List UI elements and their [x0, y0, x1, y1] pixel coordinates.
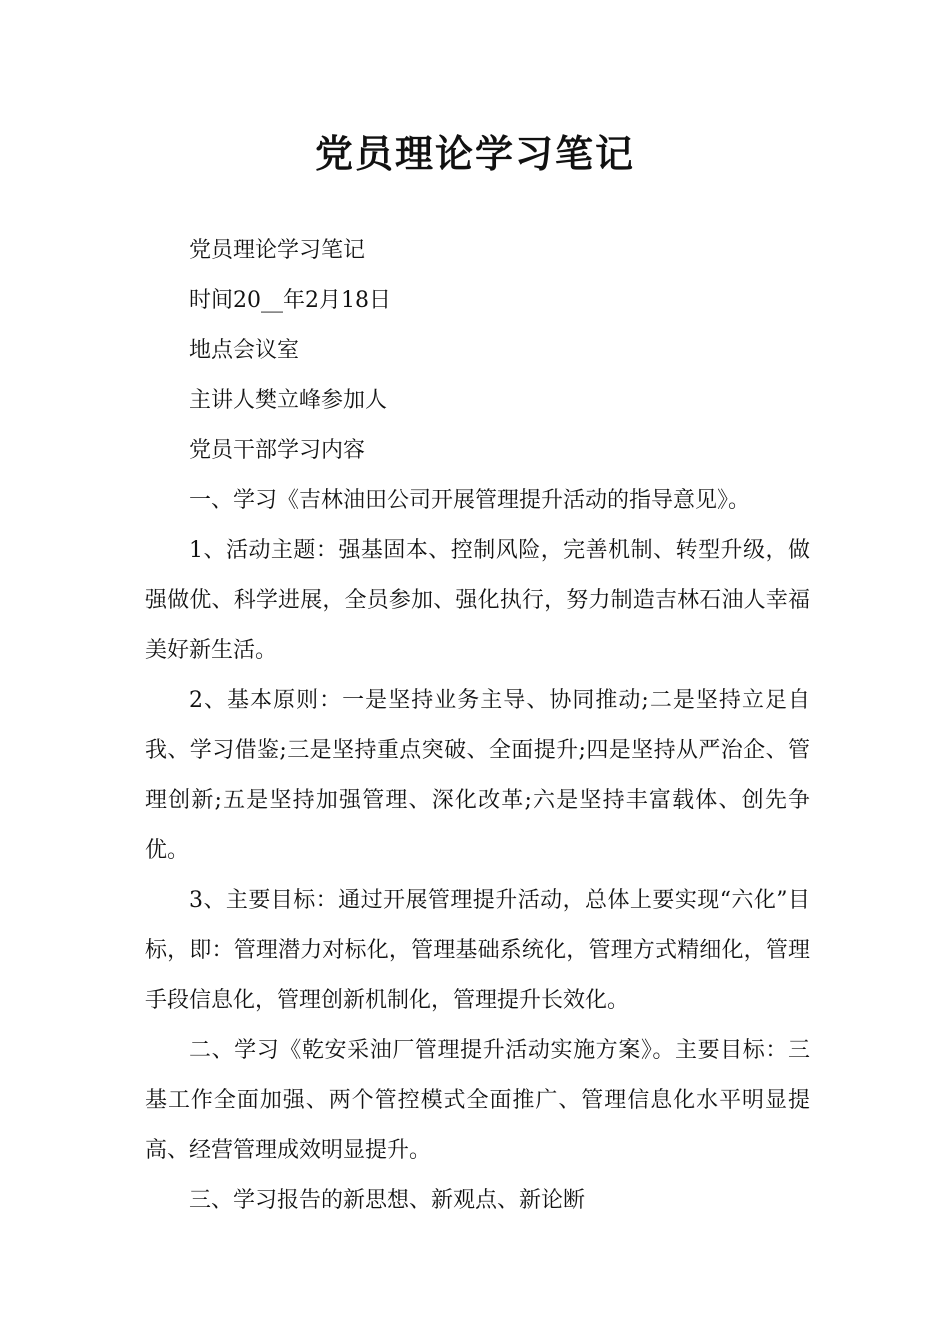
paragraph-section-2: 二、学习《乾安采油厂管理提升活动实施方案》。主要目标：三基工作全面加强、两个管控模式全面推广、管理信息化水平明显提高、经营管理成效明显提升。: [145, 1038, 810, 1163]
paragraph-section-3: 三、学习报告的新思想、新观点、新论断: [189, 1188, 586, 1213]
paragraph-heading: 党员理论学习笔记: [189, 238, 366, 263]
document-title: 党员理论学习笔记: [314, 132, 635, 176]
paragraph-goals: 3、主要目标：通过开展管理提升活动，总体上要实现“六化”目标，即：管理潜力对标化，管理基础系统化，管理方式精细化，管理手段信息化，管理创新机制化，管理提升长效化。: [145, 888, 810, 1013]
paragraph-theme: 1、活动主题：强基固本、控制风险，完善机制、转型升级，做强做优、科学进展，全员参加、强化执行，努力制造吉林石油人幸福美好新生活。: [145, 538, 810, 663]
paragraph-section-1: 一、学习《吉林油田公司开展管理提升活动的指导意见》。: [189, 488, 751, 513]
paragraph-time: 时间20__年2月18日: [189, 288, 391, 313]
paragraph-speaker: 主讲人樊立峰参加人: [189, 388, 388, 413]
document-body: [145, 226, 810, 1226]
paragraph-principles: 2、基本原则：一是坚持业务主导、协同推动;二是坚持立足自我、学习借鉴;三是坚持重点突破、全面提升;四是坚持从严治企、管理创新;五是坚持加强管理、深化改革;六是坚持丰富载体、创先争优。: [145, 688, 810, 863]
paragraph-content-label: 党员干部学习内容: [189, 438, 366, 463]
paragraph-location: 地点会议室: [189, 338, 300, 363]
